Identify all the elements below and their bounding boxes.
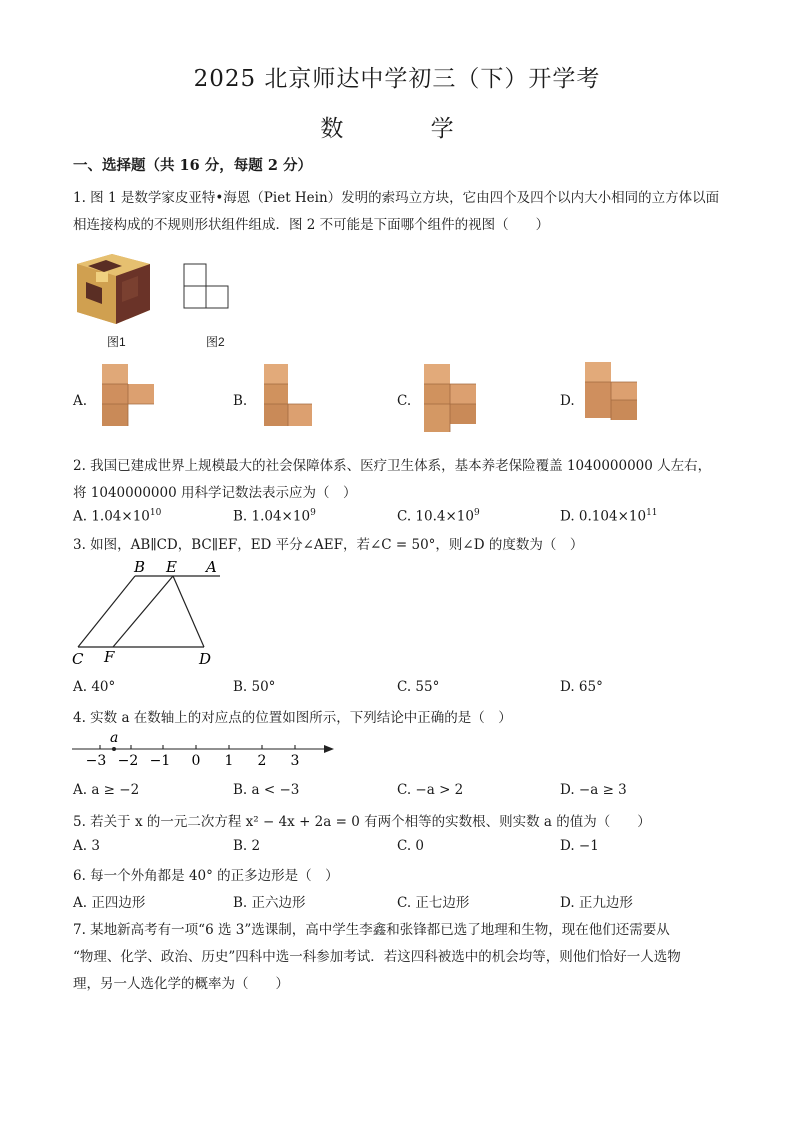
q3-option-a[interactable]: A. 40°	[73, 679, 116, 695]
tick-label: −1	[149, 753, 171, 769]
q5-option-b[interactable]: B. 2	[233, 838, 261, 854]
q1-option-c-label[interactable]: C.	[397, 393, 412, 409]
q1-option-d-label[interactable]: D.	[560, 393, 575, 409]
label-e: E	[166, 558, 177, 576]
q4-option-b[interactable]: B. a < −3	[233, 782, 300, 798]
q1-option-c-block	[422, 362, 478, 438]
q2-option-c[interactable]: C. $10.4\times 10^9$	[397, 508, 480, 525]
q2-option-a[interactable]: A. $1.04\times 10^{10}$	[73, 508, 162, 525]
point-a-label: a	[110, 730, 119, 746]
q1-option-d-block	[583, 360, 639, 424]
q2-text-line2: 将 1040000000 用科学记数法表示应为（ ）	[73, 485, 357, 501]
q6-option-a[interactable]: A. 正四边形	[73, 895, 146, 911]
q4-option-c[interactable]: C. −a > 2	[397, 782, 464, 798]
q7-text-line1: 7. 某地新高考有一项“6 选 3”选课制，高中学生李鑫和张锋都已选了地理和生物，现在他们还需要从	[73, 922, 670, 938]
figure2-caption: 图2	[206, 335, 225, 349]
q6-option-b[interactable]: B. 正六边形	[233, 895, 306, 911]
q1-option-b-label[interactable]: B.	[233, 393, 248, 409]
q4-option-a[interactable]: A. a ≥ −2	[73, 782, 140, 798]
q6-option-d[interactable]: D. 正九边形	[560, 895, 633, 911]
section-heading: 一、选择题（共 16 分，每题 2 分）	[73, 157, 312, 174]
q5-text-line1: 5. 若关于 x 的一元二次方程 x² − 4x + 2a = 0 有两个相等的实数根、则实数 a 的值为（ ）	[73, 814, 651, 830]
q4-text-line1: 4. 实数 a 在数轴上的对应点的位置如图所示，下列结论中正确的是（ ）	[73, 710, 512, 726]
label-a: A	[206, 558, 217, 576]
q1-option-a-label[interactable]: A.	[73, 393, 88, 409]
figure1-soma-cube	[72, 252, 154, 326]
label-b: B	[134, 558, 146, 576]
label-c: C	[72, 650, 84, 668]
tick-label: 2	[257, 753, 267, 769]
subject-heading: 数 学	[320, 116, 494, 142]
q1-option-a-block	[100, 362, 156, 428]
q2-option-d[interactable]: D. $0.104\times 10^{11}$	[560, 508, 658, 525]
label-f: F	[104, 648, 115, 666]
tick-label: 3	[290, 753, 300, 769]
page-title: 2025 北京师达中学初三（下）开学考	[193, 66, 601, 92]
figure1-caption: 图1	[107, 335, 126, 349]
q1-text-line1: 1. 图 1 是数学家皮亚特•海恩（Piet Hein）发明的索玛立方块，它由四个及四个以内大小相同的立方体以面	[73, 190, 720, 206]
q6-option-c[interactable]: C. 正七边形	[397, 895, 470, 911]
q2-text-line1: 2. 我国已建成世界上规模最大的社会保障体系、医疗卫生体系，基本养老保险覆盖 1040000000 人左右，	[73, 458, 712, 474]
q5-option-a[interactable]: A. 3	[73, 838, 100, 854]
q3-option-c[interactable]: C. 55°	[397, 679, 440, 695]
q3-option-d[interactable]: D. 65°	[560, 679, 603, 695]
q1-text-line2: 相连接构成的不规则形状组件组成．图 2 不可能是下面哪个组件的视图（ ）	[73, 217, 550, 233]
q5-option-d[interactable]: D. −1	[560, 838, 599, 854]
tick-label: 0	[191, 753, 201, 769]
q5-option-c[interactable]: C. 0	[397, 838, 425, 854]
q3-geometry-figure	[68, 556, 228, 668]
q2-option-b[interactable]: B. $1.04\times 10^9$	[233, 508, 316, 525]
q3-text-line1: 3. 如图，AB∥CD，BC∥EF，ED 平分∠AEF，若∠C = 50°，则∠D 的度数为（ ）	[73, 537, 584, 553]
tick-label: −2	[117, 753, 139, 769]
q1-option-b-block	[262, 362, 314, 428]
tick-label: −3	[85, 753, 107, 769]
figure2-view	[183, 263, 231, 311]
q4-number-line	[70, 730, 340, 770]
label-d: D	[199, 650, 212, 668]
tick-label: 1	[224, 753, 234, 769]
q6-text-line1: 6. 每一个外角都是 40° 的正多边形是（ ）	[73, 868, 339, 884]
point-a-marker	[112, 747, 116, 751]
q3-option-b[interactable]: B. 50°	[233, 679, 276, 695]
q7-text-line2: “物理、化学、政治、历史”四科中选一科参加考试．若这四科被选中的机会均等，则他们恰好一人选物	[73, 949, 681, 965]
q4-option-d[interactable]: D. −a ≥ 3	[560, 782, 627, 798]
q7-text-line3: 理，另一人选化学的概率为（ ）	[73, 976, 289, 992]
